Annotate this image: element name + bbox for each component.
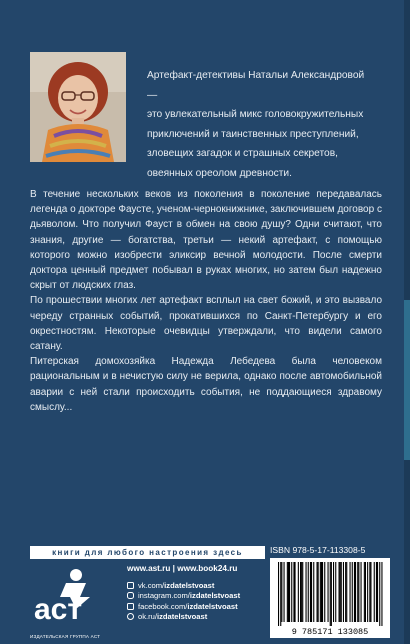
- barcode-bar: [317, 562, 318, 622]
- barcode-bar: [289, 562, 290, 622]
- barcode-bar: [278, 562, 279, 626]
- barcode-bar: [369, 562, 370, 622]
- author-photo: [30, 52, 126, 162]
- social-prefix: vk.com/: [138, 580, 165, 590]
- barcode-bar: [374, 562, 375, 622]
- description-paragraph: Питерская домохозяйка Надежда Лебедева была человеком рациональным и в нечистую силу не верила, однако после автомобильной аварии с ней стали происходить события, не поддающиеся здравому смыслу...: [30, 356, 382, 413]
- svg-text:аст: аст: [34, 593, 83, 626]
- barcode-bar: [354, 562, 355, 622]
- ok-icon: [127, 613, 134, 620]
- barcode-bar: [335, 562, 336, 622]
- barcode-bar: [302, 562, 303, 622]
- spine-accent: [404, 300, 410, 460]
- barcode-bar: [308, 562, 309, 622]
- blurb-line: овеянных ореолом древности.: [147, 167, 292, 179]
- barcode-bar: [352, 562, 353, 622]
- barcode-bar: [328, 562, 329, 622]
- slogan-bar: книги для любого настроения здесь: [30, 546, 265, 559]
- publisher-websites[interactable]: www.ast.ru | www.book24.ru: [127, 564, 238, 573]
- barcode-bar: [321, 562, 322, 622]
- social-prefix: facebook.com/: [138, 601, 188, 611]
- barcode-bar: [377, 562, 378, 622]
- barcode-bar: [381, 562, 382, 626]
- social-handle: izdatelstvoast: [187, 601, 238, 611]
- barcode-bar: [300, 562, 301, 622]
- barcode-bar: [318, 562, 319, 622]
- barcode-bar: [322, 562, 323, 622]
- barcode-bar: [281, 562, 282, 622]
- blurb-line: приключений и таинственных преступлений,: [147, 128, 359, 140]
- barcode-bar: [320, 562, 321, 622]
- social-handle: izdatelstvoast: [157, 612, 208, 622]
- social-handle: izdatelstvoast: [189, 591, 241, 601]
- barcode-bar: [361, 562, 362, 622]
- barcode-bar: [284, 562, 285, 622]
- description-paragraph: В течение нескольких веков из поколения в поколение передавалась легенда о докторе Фаусте, ученом-чернокнижнике, заключившем договор с дьяволом. Что получил Фауст в обмен на свою душу? Одни считают, что знания, другие — богатства, третьи — некий артефакт, с помощью которого можно изобрести эликсир вечной молодости. После смерти доктора ценный предмет побывал в руках многих, но затем был надежно скрыт от людских глаз.: [30, 189, 382, 292]
- barcode-bar: [343, 562, 344, 622]
- vk-icon: [127, 582, 134, 589]
- social-links: [127, 580, 240, 622]
- barcode-bar: [333, 562, 334, 622]
- barcode-bar: [379, 562, 380, 626]
- barcode-bar: [376, 562, 377, 622]
- barcode-bar: [301, 562, 302, 622]
- author-portrait-illustration: [30, 52, 126, 162]
- blurb-line: Артефакт-детективы Натальи Александровой —: [147, 70, 365, 101]
- barcode-bar: [293, 562, 294, 622]
- barcode-bar: [341, 562, 342, 622]
- description-paragraph: По прошествии многих лет артефакт всплыл на свет божий, и это вызвало череду странных событий, прокатившихся по Санкт-Петербургу и его окрестностям. Некоторые очевидцы утверждали, что видели самого сатану.: [30, 295, 382, 353]
- social-handle: izdatelstvoast: [164, 580, 215, 590]
- barcode-bar: [364, 562, 365, 622]
- barcode-bar: [330, 562, 331, 626]
- barcode-bar: [331, 562, 332, 626]
- svg-text:9 785171 133085: 9 785171 133085: [291, 627, 369, 637]
- barcode-bar: [295, 562, 296, 622]
- barcode-bar: [310, 562, 311, 622]
- ast-logo-icon: [30, 567, 98, 633]
- barcode-bar: [355, 562, 356, 622]
- barcode-bar: [306, 562, 307, 622]
- author-blurb: [147, 66, 372, 183]
- barcode-bar: [367, 562, 368, 622]
- barcode-bar: [358, 562, 359, 622]
- blurb-line: зловещих загадок и страшных секретов,: [147, 148, 338, 159]
- barcode-bar: [340, 562, 341, 622]
- barcode-bar: [370, 562, 371, 622]
- barcode-bar: [345, 562, 346, 622]
- instagram-icon: [127, 592, 134, 599]
- barcode-bar: [291, 562, 292, 622]
- barcode-bar: [365, 562, 366, 622]
- publisher-logo: [30, 567, 98, 637]
- social-link-facebook[interactable]: [127, 601, 240, 612]
- isbn: ISBN 978-5-17-113308-5: [270, 545, 366, 555]
- barcode-bar: [324, 562, 325, 622]
- social-link-ok[interactable]: [127, 612, 240, 623]
- publisher-label: ИЗДАТЕЛЬСКАЯ ГРУППА АСТ: [30, 634, 101, 639]
- barcode-bar: [280, 562, 281, 626]
- barcode-bar: [346, 562, 347, 622]
- book-description: [30, 187, 382, 415]
- blurb-line: это увлекательный микс головокружительных: [147, 109, 364, 120]
- facebook-icon: [127, 603, 134, 610]
- barcode-bar: [298, 562, 299, 622]
- barcode-bar: [311, 562, 312, 622]
- social-link-instagram[interactable]: [127, 591, 240, 602]
- barcode-bar: [288, 562, 289, 622]
- social-prefix: ok.ru/: [138, 612, 157, 622]
- barcode-graphic: [270, 558, 390, 638]
- social-prefix: instagram.com/: [138, 591, 190, 601]
- social-link-vk[interactable]: [127, 580, 240, 591]
- barcode: [270, 558, 390, 638]
- barcode-bar: [357, 562, 358, 622]
- barcode-bar: [287, 562, 288, 622]
- barcode-bar: [313, 562, 314, 622]
- barcode-bar: [339, 562, 340, 622]
- barcode-bar: [350, 562, 351, 622]
